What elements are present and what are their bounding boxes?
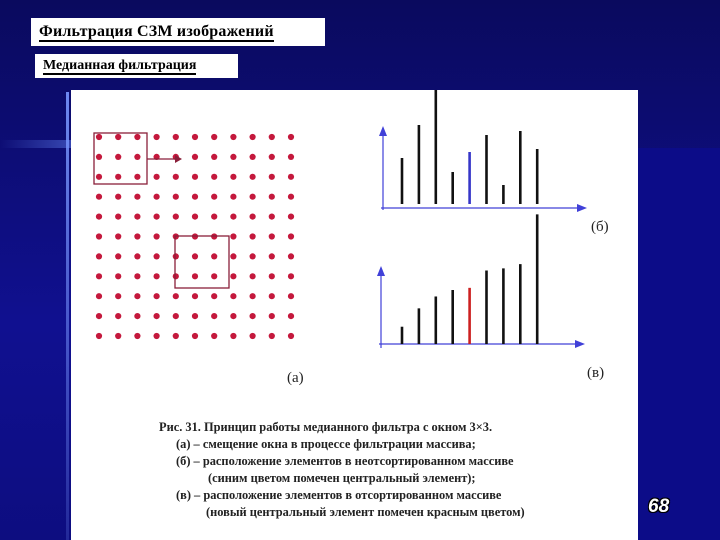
slide-title-box	[33, 20, 323, 44]
pixel-dot	[96, 214, 102, 220]
pixel-dot	[250, 194, 256, 200]
pixel-dot	[288, 134, 294, 140]
pixel-dot	[250, 174, 256, 180]
slide-title: Фильтрация СЗМ изображений	[39, 22, 274, 40]
pixel-dot	[250, 253, 256, 259]
pixel-dot	[115, 174, 121, 180]
pixel-dot	[173, 194, 179, 200]
pixel-dot	[173, 293, 179, 299]
label-c: (в)	[587, 365, 605, 381]
pixel-dot	[230, 313, 236, 319]
pixel-dot	[115, 134, 121, 140]
pixel-dot	[154, 194, 160, 200]
pixel-dot	[211, 313, 217, 319]
pixel-dot	[192, 293, 198, 299]
caption-line-6: (новый центральный элемент помечен красным цветом)	[206, 505, 525, 519]
pixel-dot	[115, 273, 121, 279]
pixel-dot	[134, 154, 140, 160]
pixel-dot	[115, 154, 121, 160]
pixel-dot	[288, 313, 294, 319]
pixel-dot	[250, 134, 256, 140]
pixel-dot	[288, 253, 294, 259]
pixel-dot	[134, 313, 140, 319]
pixel-dot	[154, 174, 160, 180]
pixel-dot	[96, 273, 102, 279]
axis-y-sorted-arrow	[377, 266, 385, 276]
pixel-dot	[115, 233, 121, 239]
pixel-dot	[173, 273, 179, 279]
pixel-dot	[230, 214, 236, 220]
pixel-dot	[173, 174, 179, 180]
pixel-dot	[96, 134, 102, 140]
pixel-dot	[154, 233, 160, 239]
pixel-dot	[173, 313, 179, 319]
axis-y-unsorted-arrow	[379, 126, 387, 136]
pixel-dot	[269, 333, 275, 339]
axis-x-sorted-arrow	[575, 340, 585, 348]
slide-subtitle: Медианная фильтрация	[43, 57, 197, 73]
pixel-dot	[173, 134, 179, 140]
pixel-dot	[230, 174, 236, 180]
pixel-dot	[173, 253, 179, 259]
pixel-dot	[96, 174, 102, 180]
pixel-dot	[269, 154, 275, 160]
unsorted-histogram	[379, 90, 587, 212]
caption-line-5: (в) – расположение элементов в отсортированном массиве	[176, 488, 502, 502]
pixel-dot	[211, 134, 217, 140]
pixel-dot	[269, 194, 275, 200]
pixel-dot	[230, 194, 236, 200]
pixel-dot	[230, 134, 236, 140]
pixel-dot	[134, 333, 140, 339]
pixel-dot	[211, 174, 217, 180]
window-shifted	[175, 236, 229, 288]
decorative-vertical-line	[66, 92, 69, 540]
pixel-dot	[288, 194, 294, 200]
pixel-dot	[269, 253, 275, 259]
pixel-dot	[134, 273, 140, 279]
pixel-dot	[96, 293, 102, 299]
pixel-dot	[134, 134, 140, 140]
slide-subtitle-box	[35, 54, 238, 78]
pixel-dot	[192, 154, 198, 160]
pixel-dot	[154, 273, 160, 279]
label-a: (а)	[287, 370, 304, 386]
figure-caption	[90, 419, 630, 521]
pixel-dot	[154, 134, 160, 140]
pixel-dot	[211, 293, 217, 299]
pixel-dot	[115, 214, 121, 220]
caption-line-4: (синим цветом помечен центральный элемент);	[208, 471, 476, 485]
pixel-dot	[134, 174, 140, 180]
pixel-dot	[192, 214, 198, 220]
decorative-strip	[638, 148, 720, 540]
pixel-dot	[154, 293, 160, 299]
pixel-dot	[230, 233, 236, 239]
pixel-dot	[269, 313, 275, 319]
pixel-dot	[134, 194, 140, 200]
sorted-histogram	[377, 214, 585, 348]
page-number: 68	[648, 496, 670, 517]
pixel-dot	[250, 233, 256, 239]
pixel-dot	[269, 214, 275, 220]
pixel-dot	[288, 214, 294, 220]
pixel-dot	[250, 313, 256, 319]
pixel-dot	[230, 293, 236, 299]
pixel-dot	[250, 154, 256, 160]
pixel-dot	[134, 233, 140, 239]
pixel-dot	[192, 313, 198, 319]
pixel-dot	[269, 293, 275, 299]
pixel-dot	[288, 273, 294, 279]
pixel-dot	[192, 253, 198, 259]
pixel-dot	[96, 253, 102, 259]
pixel-dot	[211, 214, 217, 220]
pixel-dot	[134, 293, 140, 299]
pixel-dot	[211, 273, 217, 279]
pixel-dot	[269, 273, 275, 279]
pixel-dot	[230, 253, 236, 259]
pixel-dot	[115, 194, 121, 200]
pixel-dot	[288, 233, 294, 239]
pixel-dot	[154, 333, 160, 339]
axis-x-unsorted-arrow	[577, 204, 587, 212]
pixel-dot	[134, 214, 140, 220]
pixel-dot	[154, 253, 160, 259]
pixel-dot	[173, 214, 179, 220]
pixel-dot	[230, 273, 236, 279]
pixel-dot	[288, 174, 294, 180]
pixel-dot	[250, 333, 256, 339]
pixel-dot	[96, 333, 102, 339]
pixel-dot	[192, 194, 198, 200]
pixel-dot	[250, 214, 256, 220]
pixel-dot	[154, 313, 160, 319]
pixel-dot	[192, 134, 198, 140]
pixel-dot	[269, 134, 275, 140]
pixel-dot	[288, 154, 294, 160]
pixel-dot	[192, 174, 198, 180]
pixel-dot	[115, 293, 121, 299]
pixel-dot	[230, 154, 236, 160]
pixel-dot	[230, 333, 236, 339]
pixel-dot	[211, 154, 217, 160]
pixel-dot	[269, 233, 275, 239]
label-b: (б)	[591, 219, 609, 235]
pixel-dot	[96, 194, 102, 200]
pixel-dot	[96, 233, 102, 239]
pixel-dot	[211, 253, 217, 259]
pixel-dot	[250, 293, 256, 299]
pixel-dot	[192, 273, 198, 279]
pixel-dot	[288, 293, 294, 299]
pixel-dot	[134, 253, 140, 259]
pixel-dot	[173, 333, 179, 339]
pixel-dot	[250, 273, 256, 279]
pixel-dot	[211, 194, 217, 200]
caption-line-3: (б) – расположение элементов в неотсортированном массиве	[176, 454, 514, 468]
pixel-dot	[211, 333, 217, 339]
pixel-dot	[288, 333, 294, 339]
pixel-dot	[269, 174, 275, 180]
caption-line-1: Рис. 31. Принцип работы медианного фильтра с окном 3×3.	[159, 420, 493, 434]
pixel-dot	[154, 214, 160, 220]
pixel-dot	[192, 333, 198, 339]
pixel-dot	[115, 253, 121, 259]
caption-line-2: (а) – смещение окна в процессе фильтрации массива;	[176, 437, 476, 451]
pixel-dot	[96, 154, 102, 160]
pixel-dot	[96, 313, 102, 319]
pixel-dot	[115, 313, 121, 319]
pixel-dot	[115, 333, 121, 339]
